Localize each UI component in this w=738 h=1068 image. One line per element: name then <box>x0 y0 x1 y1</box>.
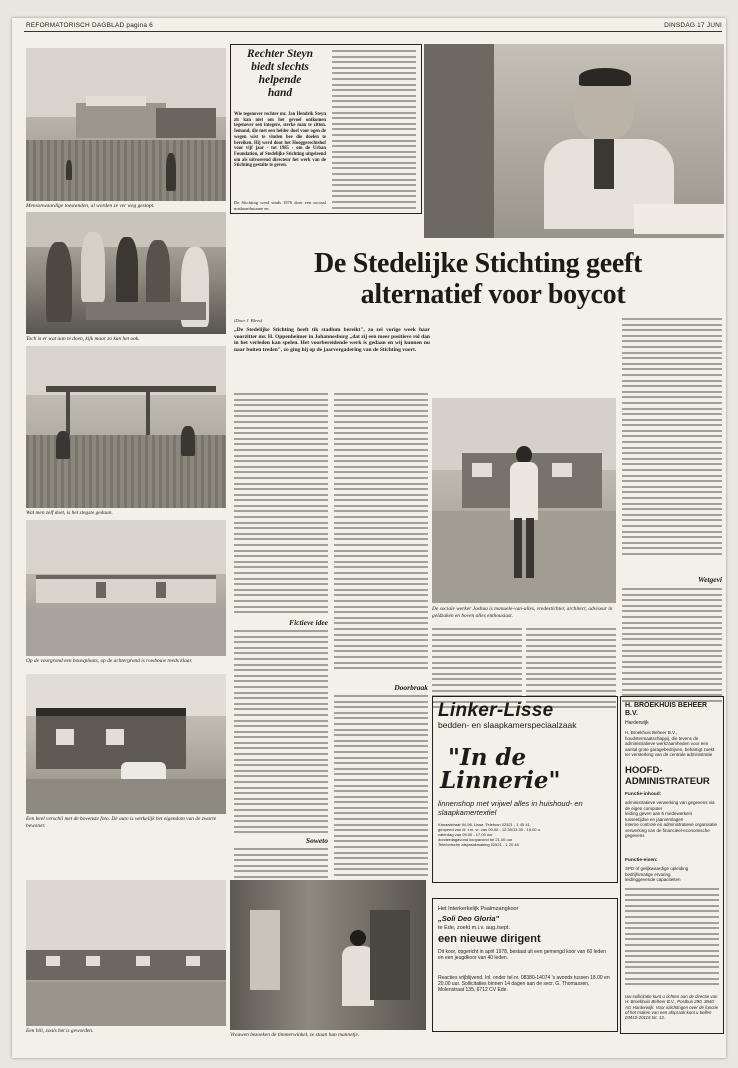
ad-broekhuis-section-1: Functie-inhoud: <box>625 792 662 797</box>
ad-broekhuis-duty: interne controle en administratieve organisatie <box>625 822 718 827</box>
photo-construction-site <box>26 346 226 508</box>
ad-choir-contact: Reacties vrijblijvend. Inl. onder tel.nr. 08380-14074 's avonds tussen 18.00 en 20.00 uur. Sollicitaties binnen 14 dagen aan de secr. G. Thomassen, Molenstraat 135, 6712 CV Ede. <box>438 975 610 993</box>
caption-3: Wat men zelf doet, is het stegste gedaan. <box>26 510 113 516</box>
ad-linker-script <box>440 746 610 792</box>
caption-1: Mensonwaardige toestanden, al worden ze ver weg gestopt. <box>26 203 155 209</box>
photo-houses-row <box>26 880 226 1026</box>
caption-9: Vrouwen bezoeken de timmerwinkel, ze staan hun mannetje. <box>230 1032 360 1038</box>
sidebar-title-line: biedt slechts <box>251 61 309 73</box>
ad-broekhuis-role <box>625 766 719 787</box>
headline-line-2: alternatief voor boycot <box>360 279 626 310</box>
headline-line-1: De Stedelijke Stichting geeft <box>313 248 642 279</box>
ad-choir-org: Het Interkerkelijk Psalmzangkoor <box>438 906 519 912</box>
ad-broekhuis-company: H. BROEKHUIS BEHEER B.V. <box>625 702 708 717</box>
caption-2: Toch is er wat aan te doen, kijk maar zo kan het ook. <box>26 336 140 342</box>
header-rule <box>24 31 722 32</box>
sidebar-title-line: hand <box>267 87 293 99</box>
ad-broekhuis-city: Harderwijk <box>625 720 649 726</box>
newspaper-page <box>12 18 726 1058</box>
ad-linker-script-1: "In de <box>448 744 527 771</box>
photo-house-car <box>26 674 226 814</box>
ad-broekhuis-duties <box>625 800 719 839</box>
headline <box>232 248 724 310</box>
photo-shanty-town <box>26 48 226 201</box>
ad-broekhuis-duty: verwerking van de financieel-economische gegevens <box>625 827 710 838</box>
sidebar-lead-tail: De Stichting werd sinds 1976 door een sociaal misbaarthuisme en <box>234 200 326 211</box>
ad-broekhuis-req: bedrijfsmatige ervaring <box>625 871 671 877</box>
ad-linker-address-line: Kanaalstraat 94-96, Lisse. Telefoon 02521 - 1 45 41 <box>438 822 530 827</box>
photo-judge-steyn <box>424 44 724 238</box>
caption-8: De sociale werker Joshua is manuele-van-alles, vredestichter, architect, adviseur in geldzaken en boven alles enthousiast. <box>432 606 613 619</box>
ad-broekhuis-body <box>625 888 719 989</box>
ad-broekhuis-duty: tussentijdse en jaarverslagen <box>625 816 684 822</box>
ad-linker-tagline: bedden- en slaapkamerspeciaalzaak <box>438 720 577 730</box>
sidebar-title-line: helpende <box>258 74 302 86</box>
ad-choir-name: „Soli Deo Gloria" <box>438 914 500 923</box>
subhead-wetgevend: Wetgevi <box>697 575 722 584</box>
ad-linker-hours-line: zaterdag van 09.00 - 17.00 uur <box>438 832 493 837</box>
ad-linker-address <box>438 822 610 847</box>
caption-4: Op de voorgrond een bouwplaats, op de achtergrond is rowbouw reeds klaar. <box>26 658 193 664</box>
intro: „De Stedelijke Stichting heeft tik stadium bereikt", zo zei vorige week haar voorzitter mr. H. Oppenheimer in Johannesburg „dat zij een meer positieve rol dan in het verleden kan spelen. Het voorbereidende werk is gedaan en wij kunnen nu naar buiten treden", zo ging hij op de jaarvergadering van de Stichting voort. <box>234 327 430 353</box>
ad-linker-sub: linnenshop met vrijwel alles in huishoud- en slaapkamertextiel <box>438 799 583 817</box>
sidebar-title-line: Rechter Steyn <box>246 48 314 60</box>
article-col-1-text <box>234 393 328 617</box>
ad-broekhuis-footer: Uw sollicitatie kunt u richten aan de directie van H. Broekhuis Beheer B.V., Postbus 290, 3840 AG Harderwijk. Voor inlichtingen over de functie of het maken van een afspraak kunt u bellen 03410-20116 tst. 13. <box>625 994 719 1021</box>
article-col-right-b-text <box>622 588 722 705</box>
running-head-right: DINSDAG 17 JUNI <box>664 22 722 29</box>
article-col-2b-text <box>334 695 428 880</box>
photo-workers-group <box>26 212 226 334</box>
ad-linker-hours-line: Telefonische afspraakmaking 02521 - 1 20 48 <box>438 842 519 847</box>
ad-broekhuis-duty: leiding geven aan 6 medewerkers <box>625 811 693 816</box>
ad-broekhuis-reqs <box>625 866 719 883</box>
ad-linker-script-2: Linnerie" <box>440 767 561 794</box>
ad-broekhuis-section-2: Functie-eisen: <box>625 858 658 863</box>
ad-choir-body: Dit koor, opgericht in april 1978, bestaat uit een gemengd koor van 60 leden en een jeugdkoor van 40 leden. <box>438 949 606 961</box>
ad-choir-headline: een nieuwe dirigent <box>438 933 541 945</box>
ad-choir-place: te Ede, zoekt m.i.v. aug./sept. <box>438 925 511 931</box>
subhead-doorbraak: Doorbraak <box>394 683 428 692</box>
ad-broekhuis-req: leidinggevende capaciteiten <box>625 877 681 882</box>
subhead-soweto: Soweto <box>305 836 328 845</box>
ad-broekhuis-duty: administratieve verwerking van gegevens via de eigen computer <box>625 800 715 811</box>
sidebar-title <box>234 48 326 100</box>
photo-building-site <box>26 520 226 656</box>
ad-linker-hours-line: donderdagavond koopavond tot 21.00 uur <box>438 837 513 842</box>
running-head-left: REFORMATORISCH DAGBLAD pagina 6 <box>26 22 153 29</box>
ad-broekhuis-role-1: HOOFD- <box>625 765 663 776</box>
byline: (Door J. Blees) <box>234 318 263 323</box>
article-col-right-text <box>622 318 722 559</box>
sidebar-body-text <box>332 50 416 212</box>
photo-women-workshop <box>230 880 426 1030</box>
ad-linker-hours-line: geopend van di. t.m. vr. van 09.00 - 12.30/13.30 - 18.00 u. <box>438 827 541 832</box>
subhead-fictieve: Fictieve idee <box>289 618 328 627</box>
caption-5: Een heel verschil met de bovenste foto. De auto is werkelijk het eigendom van de zwarte bewoner. <box>26 816 217 829</box>
photo-social-worker <box>432 398 616 603</box>
sidebar-lead: Wie tegenover rechter mr. Jan Hendrik Steyn zit kan niet om het gevoel ontkomen tegenover een integere, sterke man te zitten. Iemand, die met een helder doel voor ogen de wegen wist te vinden bee die doelen te bereiken. Hij werd door het Hooggerechtshof voor vijf jaar - tot 1985 - om de Urban Foundation, of Stedelijke Stichting uitgeleend om als uitvoerend directeur het werk van de Stichting gestalte te geven. <box>234 112 326 169</box>
ad-linker-brand: Linker-Lisse <box>438 700 554 721</box>
ad-broekhuis-intro: H. Broekhuis Beheer B.V., houdstermaatschappij, die tevens de administratieve werkzaamheden voor een aantal grote garagebedrijven, behartigt zoekt ter versterking van de centrale administratie <box>625 730 715 757</box>
ad-broekhuis-req: SPD of gelijkwaardige opleiding <box>625 866 689 871</box>
article-col-1b-text <box>234 630 328 837</box>
caption-7: Een bili, zoals het is geworden. <box>26 1028 94 1034</box>
article-col-2-text <box>334 393 428 673</box>
ad-broekhuis-role-2: ADMINISTRATEUR <box>625 775 710 787</box>
